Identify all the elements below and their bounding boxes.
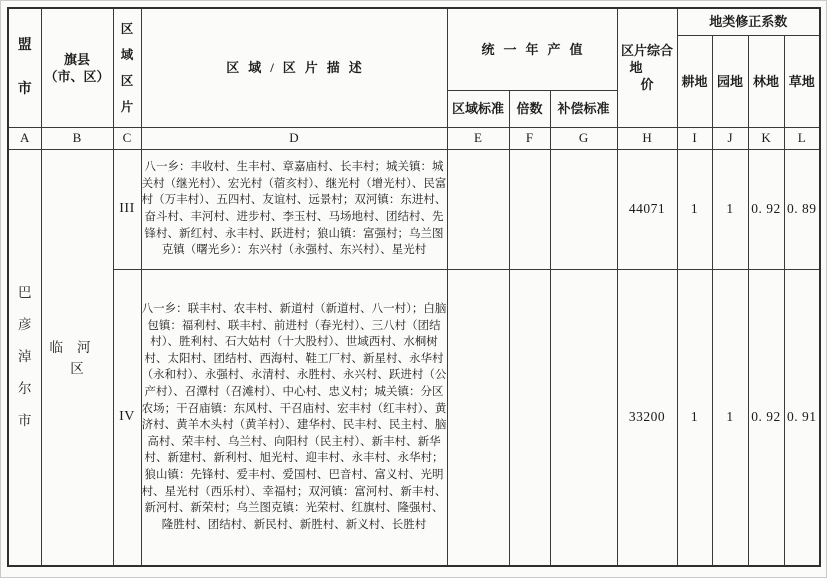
column-letter-l: L [784,127,820,149]
header-comp-price-line2: 地价 [629,60,676,93]
column-letter-c: C [113,127,141,149]
region-description-row2: 八一乡：联丰村、农丰村、新道村（新道村、八一村）；白脑包镇：福利村、联丰村、前进村（春光村）、三八村（团结村）、胜利村、石大姑村（十大股村）、世域西村、水桐树村、太阳村、团结村、西海村、鞋工厂村、新星村、永华村（永和村）、永强村、永清村、永胜村、永兴村、跃进村（公产村）、召潭村（召滩村）、中心村、忠义村；城关镇：分区农场；干召庙镇：东风村、干召庙村、宏丰村（红丰村）、黄济村、黄羊木头村（黄羊村）、建华村、民丰村、民主村、脑高村、荣丰村、乌兰村、向阳村（民主村）、新丰村、新华村、新建村、新利村、旭光村、迎丰村、永丰村、永华村；狼山镇：先锋村、爱丰村、爱国村、巴音村、富义村、光明村、星光村（西乐村）、幸福村；双河镇：富河村、新丰村、新河村、新荣村；乌兰图克镇：光荣村、红旗村、隆强村、隆胜村、团结村、新民村、新胜村、新义村、长胜村 [141,269,447,566]
cultivated-coef-row2: 1 [677,269,712,566]
column-letter-d: D [141,127,447,149]
header-banner-line1: 旗县 [63,51,90,67]
column-letter-k: K [748,127,784,149]
header-grassland: 草地 [784,35,820,127]
compensation-row1 [550,149,617,269]
section-label-row1: III [113,149,141,269]
section-label-row2: IV [113,269,141,566]
header-banner-line2: （市、区） [44,68,110,84]
forest-coef-row1: 0. 92 [748,149,784,269]
header-region-description [141,8,447,127]
compensation-row2 [550,269,617,566]
header-cultivated-land: 耕地 [677,35,712,127]
header-garden-land: 园地 [712,35,748,127]
header-comprehensive-land-price [617,8,677,127]
header-region-section-label: 区域区片 [120,21,134,114]
header-regional-standard: 区域标准 [447,90,509,127]
multiplier-row2 [509,269,550,566]
county-value: 临河区 [49,340,105,377]
header-compensation-standard: 补偿标准 [550,90,617,127]
land-price-table [7,7,821,567]
cell-banner-county [41,149,113,566]
league-city-value: 巴彦淖尔市 [17,285,32,429]
header-land-type-correction: 地类修正系数 [677,8,820,35]
cell-league-city [8,149,41,566]
garden-coef-row1: 1 [712,149,748,269]
header-multiplier: 倍数 [509,90,550,127]
column-letter-h: H [617,127,677,149]
header-unified-annual-output-label: 统一年产值 [481,41,592,57]
grassland-coef-row1: 0. 89 [784,149,820,269]
comprehensive-price-row1: 44071 [617,149,677,269]
header-comp-price-line1: 区片综合 [621,43,674,59]
column-letter-j: J [712,127,748,149]
column-letter-e: E [447,127,509,149]
forest-coef-row2: 0. 92 [748,269,784,566]
header-region-description-label: 区域/区片描述 [226,60,371,76]
header-unified-annual-output [447,8,617,90]
cultivated-coef-row1: 1 [677,149,712,269]
header-region-section [113,8,141,127]
column-letter-a: A [8,127,41,149]
header-banner-county [41,8,113,127]
region-description-row1: 八一乡：丰收村、生丰村、章嘉庙村、长丰村；城关镇：城关村（继光村）、宏光村（蓿亥村）、继光村（增光村）、民富村（万丰村）、五四村、友谊村、远景村；双河镇：东进村、奋斗村、丰河村、进步村、李玉村、马场地村、团结村、先锋村、新红村、永丰村、跃进村；狼山镇：富强村；乌兰图克镇（曙光乡）：东兴村（永强村、东兴村）、星光村 [141,149,447,269]
header-league-city [8,8,41,127]
regional-standard-row1 [447,149,509,269]
column-letter-b: B [41,127,113,149]
regional-standard-row2 [447,269,509,566]
grassland-coef-row2: 0. 91 [784,269,820,566]
garden-coef-row2: 1 [712,269,748,566]
comprehensive-price-row2: 33200 [617,269,677,566]
header-league-city-label: 盟市 [17,37,32,97]
column-letter-i: I [677,127,712,149]
column-letter-f: F [509,127,550,149]
column-letter-g: G [550,127,617,149]
header-forest-land: 林地 [748,35,784,127]
multiplier-row1 [509,149,550,269]
